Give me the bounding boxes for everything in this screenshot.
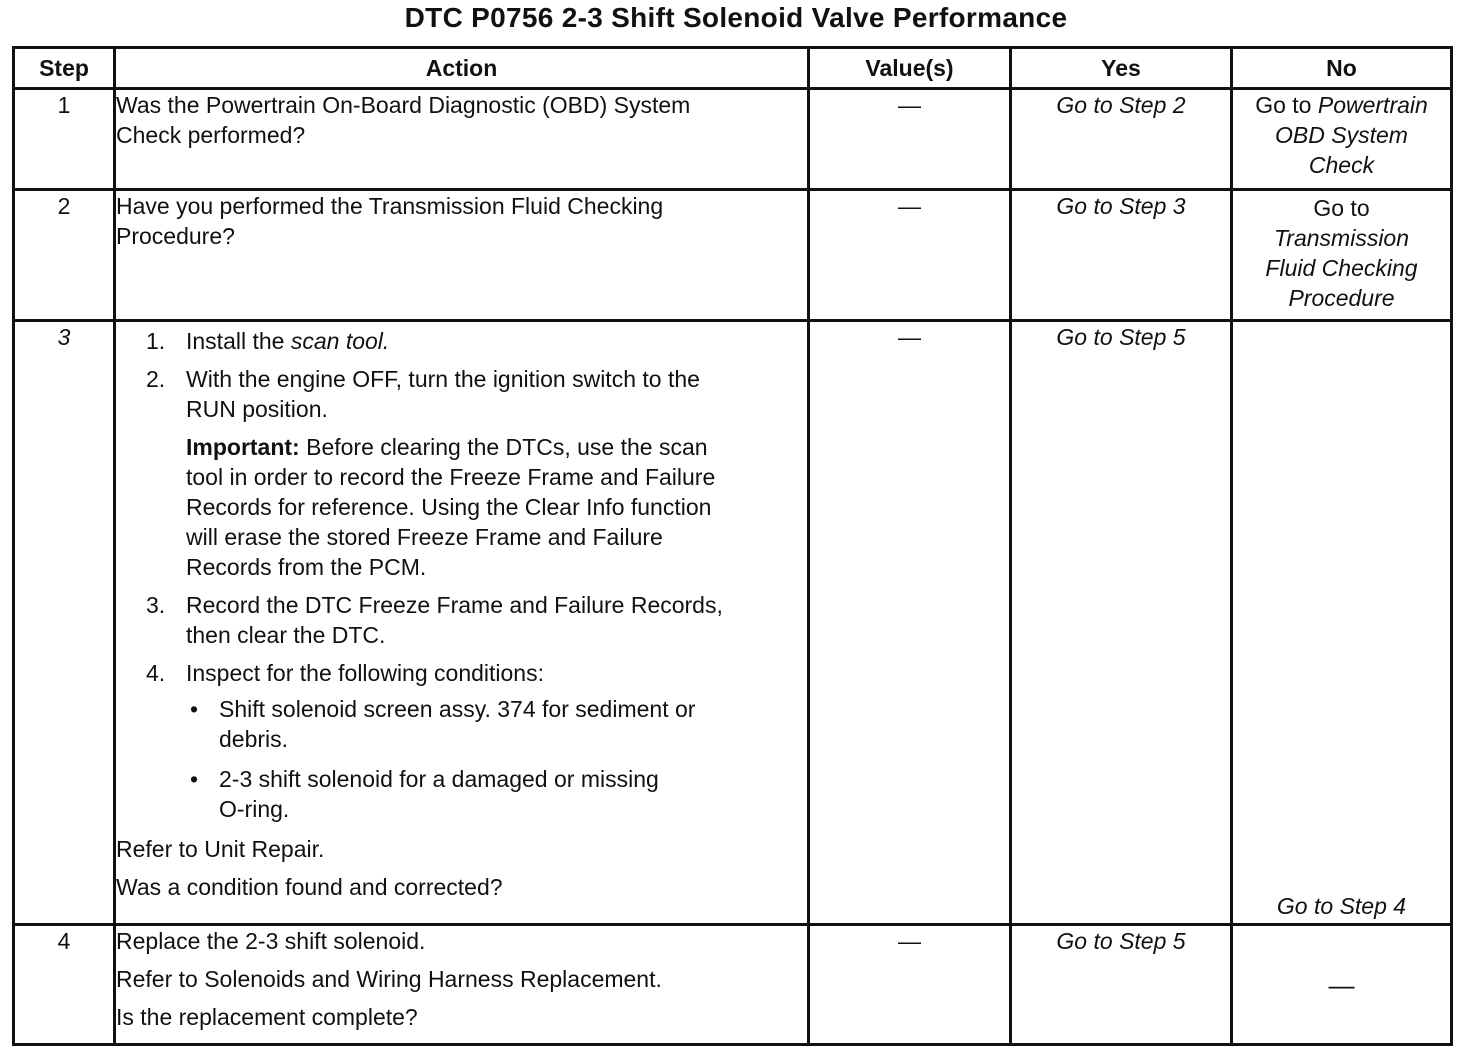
list-number: 1. xyxy=(146,328,166,354)
list-item xyxy=(116,326,807,356)
important-label: Important: xyxy=(186,434,300,460)
step-number: 3 xyxy=(14,321,115,925)
step-number: 4 xyxy=(14,925,115,1045)
list-text: 2-3 shift solenoid for a damaged or missing xyxy=(219,766,659,792)
list-text: debris. xyxy=(219,726,289,752)
bullet-icon: • xyxy=(190,696,199,722)
scan-tool-term: scan tool xyxy=(290,328,383,354)
action-steps-list xyxy=(116,590,807,688)
no-value-cell: — xyxy=(1232,925,1452,1045)
action-steps-list xyxy=(116,326,807,424)
list-item xyxy=(116,694,807,754)
link-powertrain-obd-check[interactable]: Powertrain xyxy=(1317,92,1428,118)
value-cell: — xyxy=(809,190,1011,321)
list-number: 3. xyxy=(146,592,166,618)
yes-goto-step-2[interactable]: Go to Step 2 xyxy=(1011,89,1232,190)
link-powertrain-obd-check[interactable]: OBD System xyxy=(1275,122,1408,148)
page-title: DTC P0756 2-3 Shift Solenoid Valve Performance xyxy=(404,2,1068,33)
important-text: tool in order to record the Freeze Frame and Failure xyxy=(186,464,716,490)
table-header-row xyxy=(14,48,1452,89)
action-text: Check performed? xyxy=(116,122,306,148)
header-values: Value(s) xyxy=(809,48,1011,89)
diagnostic-table xyxy=(12,46,1453,1046)
list-text: . xyxy=(382,328,390,354)
link-fluid-checking-procedure[interactable]: Procedure xyxy=(1288,285,1395,311)
action-cell xyxy=(115,925,809,1045)
step-number: 2 xyxy=(14,190,115,321)
list-text: Install the xyxy=(186,328,291,354)
header-no: No xyxy=(1232,48,1452,89)
action-cell xyxy=(115,190,809,321)
action-text: Refer to Solenoids and Wiring Harness Replacement. xyxy=(116,966,662,992)
action-text: Procedure? xyxy=(116,223,235,249)
action-text: Replace the 2-3 shift solenoid. xyxy=(116,928,426,954)
list-number: 2. xyxy=(146,366,166,392)
important-text: Records for reference. Using the Clear Info function xyxy=(186,494,712,520)
list-text: RUN position. xyxy=(186,396,328,422)
no-goto-cell xyxy=(1232,190,1452,321)
table-row xyxy=(14,925,1452,1045)
action-cell xyxy=(115,89,809,190)
list-text: Shift solenoid screen assy. 374 for sediment or xyxy=(219,696,696,722)
no-goto-step-4[interactable]: Go to Step 4 xyxy=(1232,321,1452,925)
step-number: 1 xyxy=(14,89,115,190)
action-cell xyxy=(115,321,809,925)
list-text: then clear the DTC. xyxy=(186,622,386,648)
table-row xyxy=(14,89,1452,190)
list-text: With the engine OFF, turn the ignition switch to the xyxy=(186,366,700,392)
no-goto-prefix: Go to xyxy=(1313,195,1370,221)
link-fluid-checking-procedure[interactable]: Transmission xyxy=(1273,225,1410,251)
conditions-bullet-list xyxy=(116,694,807,824)
important-text: will erase the stored Freeze Frame and Failure xyxy=(186,524,663,550)
link-fluid-checking-procedure[interactable]: Fluid Checking xyxy=(1265,255,1418,281)
yes-goto-step-3[interactable]: Go to Step 3 xyxy=(1011,190,1232,321)
list-text: O-ring. xyxy=(219,796,290,822)
list-item xyxy=(116,590,807,650)
table-row xyxy=(14,190,1452,321)
action-question: Is the replacement complete? xyxy=(116,1004,418,1030)
header-action: Action xyxy=(115,48,809,89)
list-text: Record the DTC Freeze Frame and Failure Records, xyxy=(186,592,723,618)
header-yes: Yes xyxy=(1011,48,1232,89)
no-goto-prefix: Go to xyxy=(1255,92,1318,118)
header-step: Step xyxy=(14,48,115,89)
table-row xyxy=(14,321,1452,925)
list-item xyxy=(116,764,807,824)
action-text: Have you performed the Transmission Fluid Checking xyxy=(116,193,664,219)
no-goto-cell xyxy=(1232,89,1452,190)
action-text: Was the Powertrain On-Board Diagnostic (OBD) System xyxy=(116,92,691,118)
important-note xyxy=(186,432,807,582)
value-cell: — xyxy=(809,321,1011,925)
yes-goto-step-5[interactable]: Go to Step 5 xyxy=(1011,321,1232,925)
action-question: Was a condition found and corrected? xyxy=(116,874,503,900)
important-text: Before clearing the DTCs, use the scan xyxy=(299,434,708,460)
link-powertrain-obd-check[interactable]: Check xyxy=(1308,152,1375,178)
yes-goto-step-5[interactable]: Go to Step 5 xyxy=(1011,925,1232,1045)
list-text: Inspect for the following conditions: xyxy=(186,660,544,686)
list-item xyxy=(116,364,807,424)
list-number: 4. xyxy=(146,660,166,686)
refer-unit-repair: Refer to Unit Repair. xyxy=(116,836,325,862)
value-cell: — xyxy=(809,89,1011,190)
important-text: Records from the PCM. xyxy=(186,554,427,580)
bullet-icon: • xyxy=(190,766,199,792)
value-cell: — xyxy=(809,925,1011,1045)
list-item xyxy=(116,658,807,688)
